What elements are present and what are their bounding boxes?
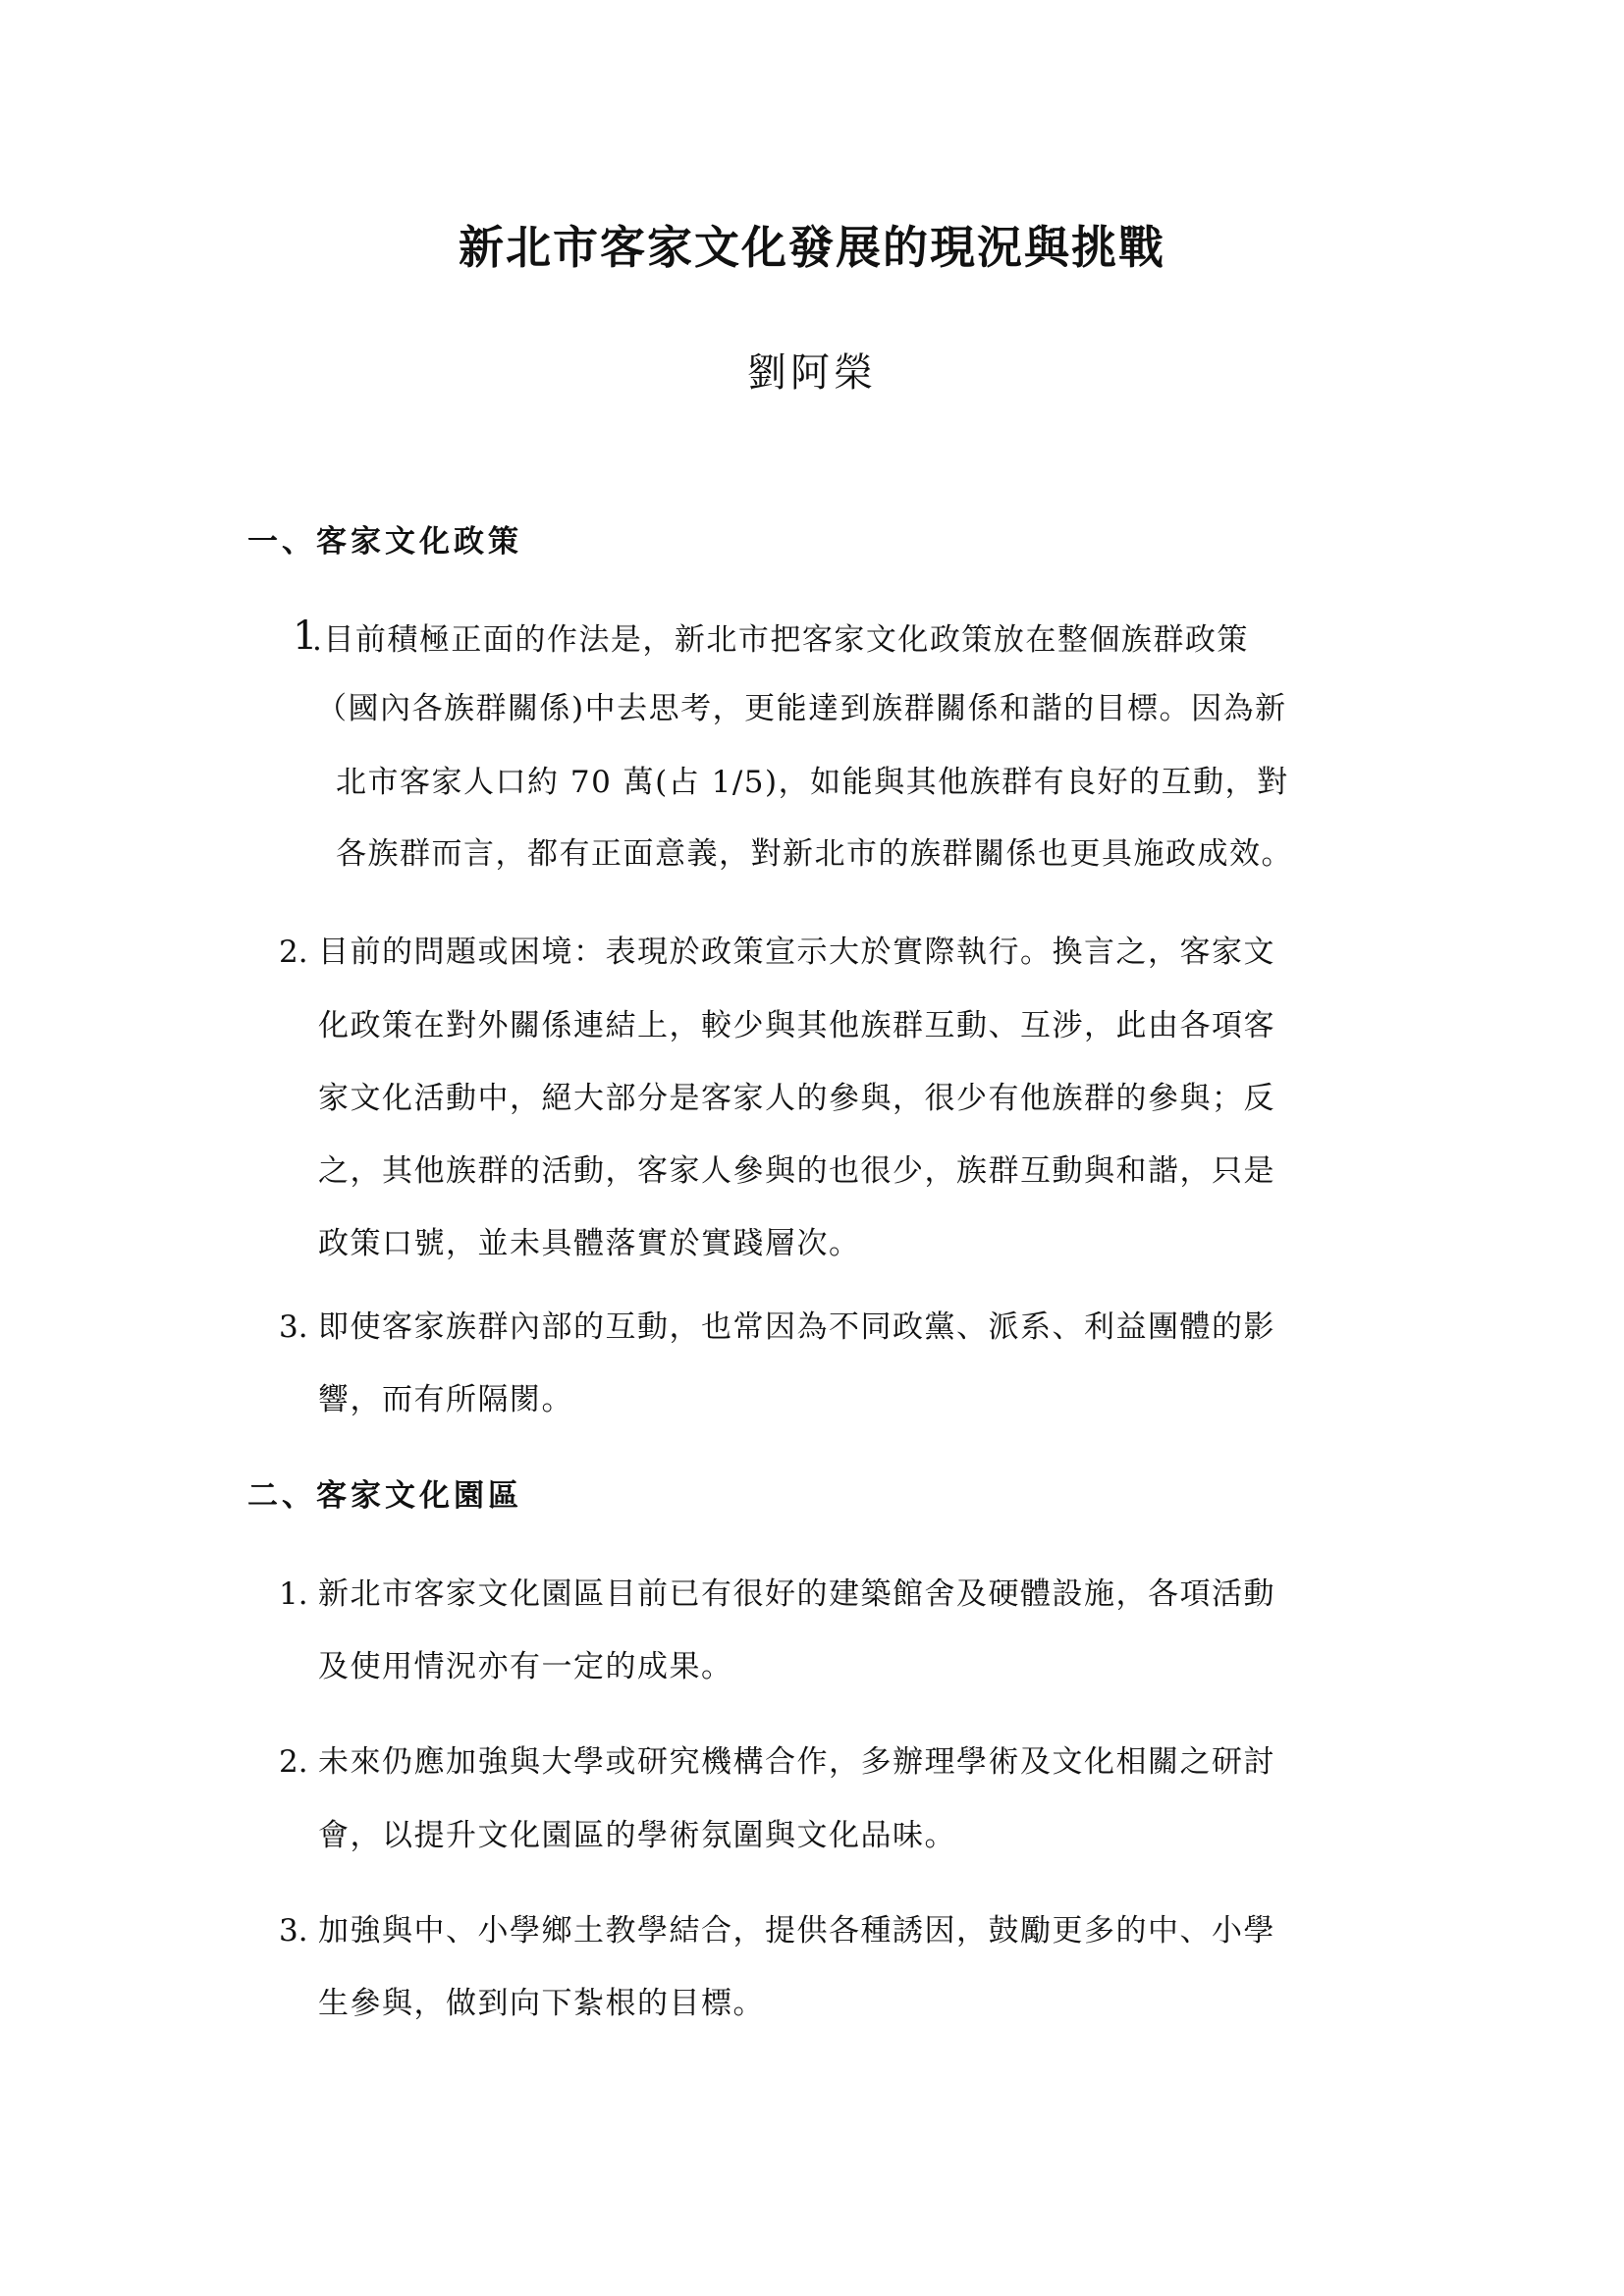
list-item-number: 1 [293,614,318,659]
document-author: 劉阿榮 [747,350,877,396]
list-item-line: 北市客家人口約 70 萬(占 1/5)，如能與其他族群有良好的互動，對 [336,765,1289,800]
section-heading: 一、客家文化政策 [247,524,522,560]
list-item-line: 及使用情況亦有一定的成果。 [318,1649,733,1684]
list-item-number: 3. [279,1309,308,1345]
list-item-line: 生參與，做到向下紮根的目標。 [318,1986,765,2021]
list-item-line: 政策口號，並未具體落實於實踐層次。 [318,1226,861,1261]
list-item-line: 化政策在對外關係連結上，較少與其他族群互動、互涉，此由各項客 [318,1008,1275,1043]
list-item-number: 3. [279,1913,308,1949]
list-item-line: 新北市客家文化園區目前已有很好的建築館舍及硬體設施，各項活動 [318,1576,1275,1612]
list-item-line: 家文化活動中，絕大部分是客家人的參與，很少有他族群的參與；反 [318,1081,1275,1116]
list-item-line: 響，而有所隔閡。 [318,1382,573,1417]
section-heading: 二、客家文化園區 [247,1478,522,1514]
list-item-line: （國內各族群關係)中去思考，更能達到族群關係和諧的目標。因為新 [316,691,1287,726]
list-item-line: .目前積極正面的作法是，新北市把客家文化政策放在整個族群政策 [312,622,1249,658]
list-item-number: 2. [279,934,308,970]
list-item-line: 之，其他族群的活動，客家人參與的也很少，族群互動與和諧，只是 [318,1153,1275,1189]
document-title: 新北市客家文化發展的現況與挑戰 [459,221,1165,274]
list-item-line: 加強與中、小學鄉土教學結合，提供各種誘因，鼓勵更多的中、小學 [318,1913,1275,1949]
list-item-line: 目前的問題或困境：表現於政策宣示大於實際執行。換言之，客家文 [318,934,1275,970]
list-item-line: 會，以提升文化園區的學術氛圍與文化品味。 [318,1818,956,1853]
list-item-line: 各族群而言，都有正面意義，對新北市的族群關係也更具施政成效。 [336,836,1293,872]
list-item-number: 2. [279,1744,308,1780]
list-item-number: 1. [279,1576,308,1612]
list-item-line: 即使客家族群內部的互動，也常因為不同政黨、派系、利益團體的影 [318,1309,1275,1345]
list-item-line: 未來仍應加強與大學或研究機構合作，多辦理學術及文化相關之研討 [318,1744,1275,1780]
